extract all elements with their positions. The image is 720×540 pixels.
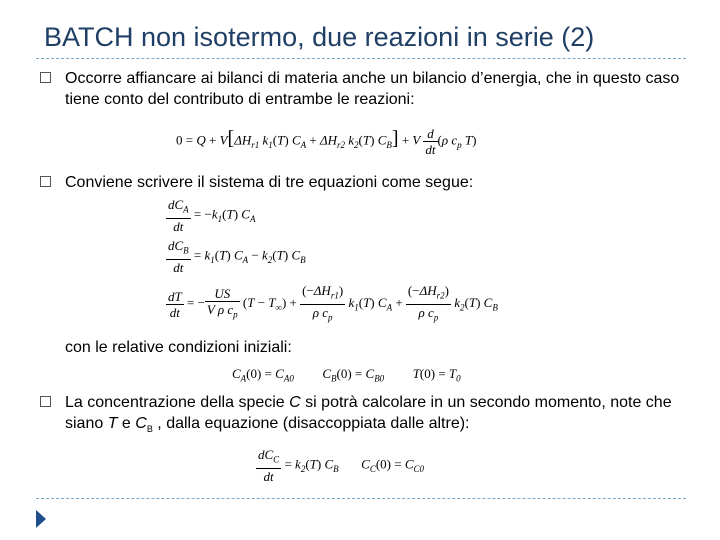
initial-conditions-equation: $C_A(0) = C_{A0}$ $C_B(0) = C_{B0}$ $T(0) = T_0$: [232, 366, 461, 384]
bullet-square-icon: [40, 72, 51, 83]
equation-dCB-dt: $\frac{dC_B}{dt}$ = $k_1(T) C_A - k_2(T)$ $C_B$: [168, 238, 306, 275]
title-divider: [36, 58, 686, 59]
slide-title: BATCH non isotermo, due reazioni in serie (2): [44, 22, 595, 52]
bullet-3-text: La concentrazione della specie C si potrà calcolare in un secondo momento, note che siano T e $C_B$ , dalla equazione (disaccoppiata dalle altre):: [65, 394, 672, 435]
bullet-square-icon: [40, 176, 51, 187]
bullet-square-icon: [40, 396, 51, 407]
equation-dCC-dt: $\frac{dC_C}{dt}$ = $k_2(T)$ $C_B$ $C_C(0) = C_{C0}$: [258, 447, 425, 484]
bullet-1-text: Occorre affiancare ai bilanci di materia anche un bilancio d’energia, che in questo caso tiene conto del contributo di entrambe le reazioni:: [65, 70, 680, 108]
footer-divider: [36, 498, 686, 499]
initial-conditions-label: con le relative condizioni iniziali:: [65, 339, 292, 356]
bullet-2-text: Conviene scrivere il sistema di tre equazioni come segue:: [65, 174, 474, 191]
next-slide-arrow-icon[interactable]: [36, 510, 46, 528]
equation-dT-dt: $\frac{dT}{dt}$ = − $\frac{US}{V \rho c_p}$ $(T - T_\infty)$ + $\frac{(-\Delta H_{r1})}{\rho c_p}$ $k_1(T) C_A$ + $\frac{(-\Delta H_{r2})}{\rho c_p}$ $k_2(T)$ $C_B$: [168, 283, 498, 323]
energy-balance-equation: $0 = Q + V[\Delta H_{r1}$ $k_1(T) C_A + \Delta H_{r2}$ $k_2(T) C_B] + V$ $\frac{d}{dt}$ (ρ $c_p$ T): [176, 126, 477, 157]
equation-dCA-dt: $\frac{dC_A}{dt}$ = $-k_1(T)$ $C_A$: [168, 197, 256, 234]
